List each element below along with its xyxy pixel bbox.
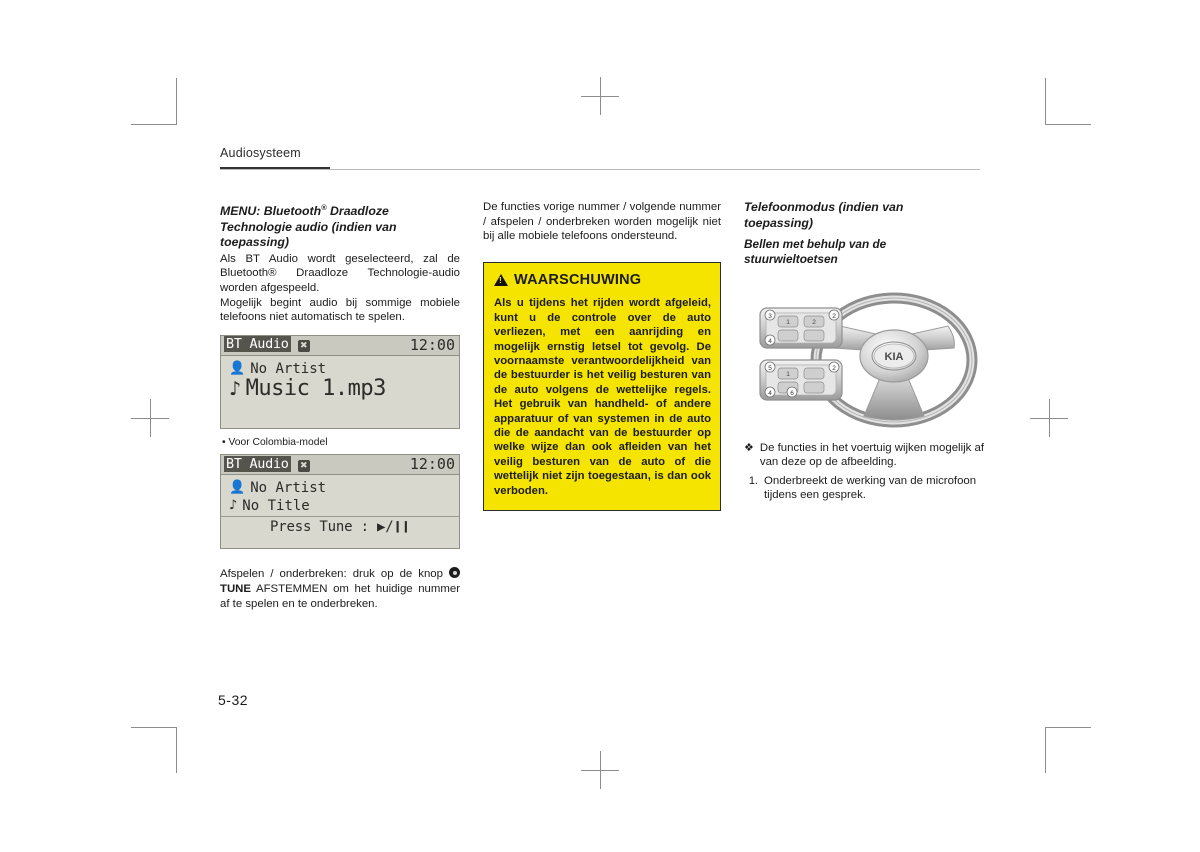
warning-box xyxy=(483,262,721,511)
paragraph-autoplay-note: Mogelijk begint audio bij sommige mobiele telefoons niet automatisch te spelen. xyxy=(220,296,460,324)
lcd-source-label-2: BT Audio xyxy=(226,455,289,472)
crop-mark-br-h xyxy=(1045,727,1091,728)
svg-text:1: 1 xyxy=(786,318,790,326)
heading-part-4: toepassing) xyxy=(220,235,290,250)
crop-mark-tl-h xyxy=(131,124,177,125)
warning-title: WAARSCHUWING xyxy=(514,271,642,288)
registration-mark-bottom xyxy=(581,751,619,789)
header-rule-accent xyxy=(220,167,330,169)
paragraph-play-pause xyxy=(220,567,460,611)
tune-button-label: TUNE xyxy=(220,583,252,596)
steering-wheel-svg xyxy=(744,282,984,437)
music-note-icon: ♪ xyxy=(229,378,241,401)
chapter-title: Audiosysteem xyxy=(220,146,301,160)
lcd-track-row-2 xyxy=(229,499,451,514)
lcd-track-value-2: No Title xyxy=(242,498,310,515)
svg-text:1: 1 xyxy=(786,370,790,378)
svg-text:3: 3 xyxy=(768,312,772,320)
music-note-icon: ♪ xyxy=(229,498,238,514)
play-pause-text-a: Afspelen / onderbreken: druk op de knop xyxy=(220,568,449,581)
svg-text:6: 6 xyxy=(790,389,794,397)
paragraph-bt-audio-selected: Als BT Audio wordt geselecteerd, zal de Bluetooth® Draadloze Technologie-audio worden afgespeeld. xyxy=(220,252,460,295)
column-1 xyxy=(220,200,460,611)
warning-text: Als u tijdens het rijden wordt afgeleid, kunt u de controle over de auto verliezen, met een aanrijding en mogelijk ernstig letsel tot gevolg. De voornaamste verantwoordelijkheid van de bestuurder is het veilig besturen van de auto volgens de wettelijke regels. Het gebruik van handheld- of andere apparatuur of van systemen in de auto die de aandacht van de bestuurder op welke wijze dan ook afleiden van het veilig besturen van de auto of die wettelijk niet zijn toegestaan, is dan ook verboden. xyxy=(494,297,711,497)
switch-pod-upper xyxy=(760,308,842,348)
note-text: De functies in het voertuig wijken mogelijk af van deze op de afbeelding. xyxy=(759,441,985,469)
note-item-microphone-mute xyxy=(744,474,984,503)
lcd-artist-value-2: No Artist xyxy=(250,480,327,497)
person-icon: 👤 xyxy=(229,360,246,376)
sub-heading-line1: Bellen met behulp van de xyxy=(744,237,887,252)
heading-part-2: Draadloze xyxy=(326,204,389,219)
lcd-display-bt-audio xyxy=(220,335,460,429)
subsection-heading-steering-controls xyxy=(744,237,984,267)
lcd-status-bar xyxy=(221,336,459,356)
figure-caption-colombia: • Voor Colombia-model xyxy=(222,436,328,448)
lcd-artist-row xyxy=(229,362,451,377)
crop-mark-tl-v xyxy=(176,78,177,124)
lcd-artist-row-2 xyxy=(229,481,451,496)
warning-triangle-icon xyxy=(494,274,508,286)
crop-mark-bl-h xyxy=(131,727,177,728)
svg-text:4: 4 xyxy=(768,389,772,397)
phone-heading-line2: toepassing) xyxy=(744,215,814,230)
person-icon: 👤 xyxy=(229,480,246,496)
registration-mark-right xyxy=(1030,399,1068,437)
lcd-clock-2: 12:00 xyxy=(409,455,455,474)
heading-part-3: Technologie audio (indien van xyxy=(220,219,397,234)
section-heading-bt-audio xyxy=(220,200,460,251)
page-number: 5-32 xyxy=(218,692,249,708)
lcd-status-bar-2 xyxy=(221,455,459,475)
heading-part-1: MENU: Bluetooth xyxy=(220,204,322,219)
lcd-footer-hint: Press Tune : ▶/❙❙ xyxy=(221,516,459,539)
steering-wheel-controls-illustration xyxy=(744,282,984,437)
switch-pod-lower xyxy=(760,360,842,400)
registration-mark-top xyxy=(581,77,619,115)
column-2 xyxy=(483,200,721,511)
svg-text:4: 4 xyxy=(768,337,772,345)
note-bullet-icon: ❖ xyxy=(744,441,754,454)
phone-heading-line1: Telefoonmodus (indien van xyxy=(744,200,904,214)
play-pause-text-c: AFSTEMMEN om het huidige nummer af te spelen en te onderbreken. xyxy=(220,583,460,610)
lcd-body-2 xyxy=(221,475,459,515)
lcd-source-label: BT Audio xyxy=(226,336,289,353)
lcd-track-value: Music 1.mp3 xyxy=(245,376,386,402)
crop-mark-tr-v xyxy=(1045,78,1046,124)
kia-logo-text: KIA xyxy=(884,350,904,363)
paragraph-track-support: De functies vorige nummer / volgende nummer / afspelen / onderbreken worden mogelijk niet bij alle mobiele telefoons ondersteund. xyxy=(483,201,721,243)
note-text: Onderbreekt de werking van de microfoon tijdens een gesprek. xyxy=(764,474,977,502)
header-rule xyxy=(220,169,980,170)
crop-mark-br-v xyxy=(1045,727,1046,773)
section-heading-phone-mode xyxy=(744,200,984,231)
registered-trademark-symbol: ® xyxy=(321,203,327,212)
lcd-artist-value: No Artist xyxy=(250,360,327,377)
registration-mark-left xyxy=(131,399,169,437)
lcd-body xyxy=(221,356,459,403)
bluetooth-icon: ✖ xyxy=(298,460,310,472)
note-item-figure-differs xyxy=(744,441,984,470)
sub-heading-line2: stuurwieltoetsen xyxy=(744,252,838,267)
tune-knob-icon xyxy=(449,567,460,578)
column-3 xyxy=(744,200,984,503)
bluetooth-icon: ✖ xyxy=(298,340,310,352)
lcd-track-row xyxy=(229,376,451,402)
warning-header xyxy=(494,273,711,288)
svg-text:5: 5 xyxy=(768,364,772,372)
svg-text:2: 2 xyxy=(832,312,836,320)
lcd-display-bt-audio-colombia xyxy=(220,454,460,549)
note-number: 1. xyxy=(748,474,758,487)
svg-text:2: 2 xyxy=(812,318,816,326)
crop-mark-bl-v xyxy=(176,727,177,773)
lcd-clock: 12:00 xyxy=(409,335,455,354)
crop-mark-tr-h xyxy=(1045,124,1091,125)
svg-text:2: 2 xyxy=(832,364,836,372)
